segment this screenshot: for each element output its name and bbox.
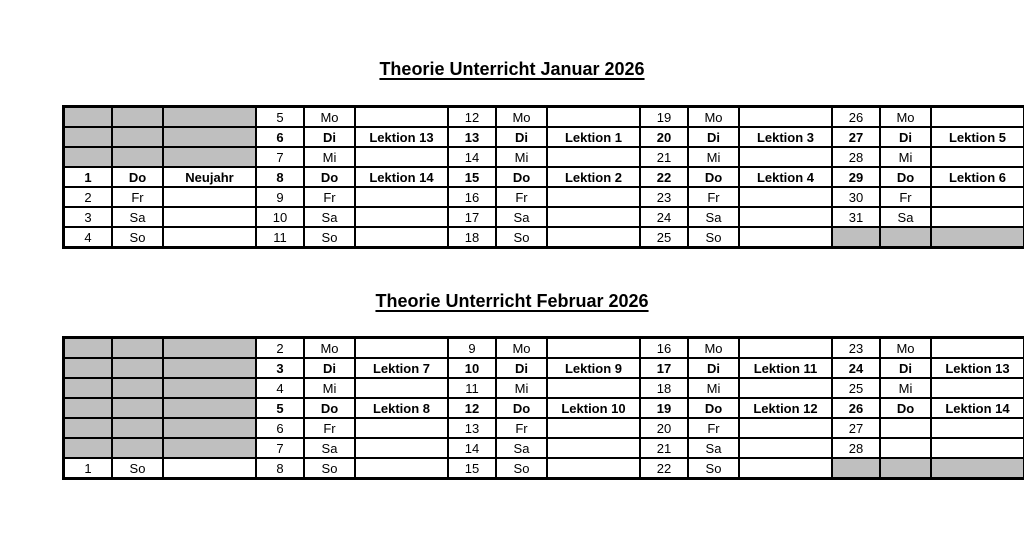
lesson-cell: Lektion 9 — [547, 358, 640, 378]
weekday-cell: Sa — [688, 438, 739, 458]
weekday-cell — [112, 127, 163, 147]
weekday-cell: Di — [496, 127, 547, 147]
date-cell: 9 — [448, 338, 496, 359]
date-cell: 23 — [832, 338, 880, 359]
lesson-cell — [739, 147, 832, 167]
weekday-row-sa — [64, 207, 1024, 227]
date-cell: 6 — [256, 127, 304, 147]
lesson-cell — [163, 398, 256, 418]
weekday-cell: Mo — [304, 107, 355, 128]
lesson-cell — [931, 187, 1024, 207]
lesson-cell: Lektion 12 — [739, 398, 832, 418]
date-cell — [832, 458, 880, 479]
weekday-cell: Mi — [688, 147, 739, 167]
weekday-cell: Mi — [304, 378, 355, 398]
date-cell: 17 — [640, 358, 688, 378]
date-cell: 30 — [832, 187, 880, 207]
lesson-cell — [547, 227, 640, 248]
date-cell: 28 — [832, 438, 880, 458]
weekday-row-do — [64, 398, 1024, 418]
lesson-cell: Lektion 5 — [931, 127, 1024, 147]
lesson-cell — [355, 227, 448, 248]
lesson-cell — [355, 187, 448, 207]
weekday-cell: Di — [880, 127, 931, 147]
lesson-cell — [931, 438, 1024, 458]
weekday-cell: Fr — [112, 187, 163, 207]
date-cell: 1 — [64, 458, 113, 479]
date-cell: 22 — [640, 167, 688, 187]
lesson-cell — [355, 418, 448, 438]
lesson-cell — [547, 107, 640, 128]
date-cell: 4 — [256, 378, 304, 398]
date-cell: 26 — [832, 398, 880, 418]
february-title: Theorie Unterricht Februar 2026 — [375, 291, 649, 311]
date-cell: 31 — [832, 207, 880, 227]
lesson-cell: Lektion 6 — [931, 167, 1024, 187]
date-cell — [64, 338, 113, 359]
weekday-cell — [112, 398, 163, 418]
weekday-cell: Mo — [304, 338, 355, 359]
weekday-cell: Mi — [688, 378, 739, 398]
lesson-cell: Lektion 1 — [547, 127, 640, 147]
lesson-cell — [739, 227, 832, 248]
date-cell: 12 — [448, 107, 496, 128]
weekday-cell: Do — [304, 398, 355, 418]
january-schedule-table — [62, 105, 1024, 249]
weekday-cell: Do — [688, 398, 739, 418]
weekday-cell: Di — [688, 358, 739, 378]
lesson-cell — [739, 418, 832, 438]
lesson-cell: Lektion 14 — [355, 167, 448, 187]
lesson-cell: Lektion 14 — [931, 398, 1024, 418]
weekday-cell: Mo — [688, 107, 739, 128]
date-cell — [64, 107, 113, 128]
weekday-cell: Mi — [496, 378, 547, 398]
date-cell: 18 — [640, 378, 688, 398]
date-cell: 18 — [448, 227, 496, 248]
date-cell: 25 — [640, 227, 688, 248]
weekday-row-fr — [64, 418, 1024, 438]
date-cell: 15 — [448, 167, 496, 187]
lesson-cell — [547, 378, 640, 398]
weekday-cell: Mi — [304, 147, 355, 167]
date-cell — [64, 127, 113, 147]
date-cell: 10 — [448, 358, 496, 378]
date-cell: 15 — [448, 458, 496, 479]
lesson-cell: Lektion 3 — [739, 127, 832, 147]
date-cell: 1 — [64, 167, 113, 187]
weekday-cell: Sa — [880, 207, 931, 227]
weekday-cell: Mi — [880, 147, 931, 167]
lesson-cell — [739, 338, 832, 359]
lesson-cell — [163, 187, 256, 207]
lesson-cell — [163, 227, 256, 248]
date-cell — [832, 227, 880, 248]
date-cell: 13 — [448, 127, 496, 147]
weekday-cell: Di — [304, 127, 355, 147]
weekday-cell — [880, 438, 931, 458]
weekday-cell: Fr — [304, 418, 355, 438]
weekday-cell: Do — [688, 167, 739, 187]
weekday-cell: Do — [304, 167, 355, 187]
date-cell: 19 — [640, 398, 688, 418]
date-cell: 24 — [640, 207, 688, 227]
date-cell: 26 — [832, 107, 880, 128]
weekday-row-do — [64, 167, 1024, 187]
lesson-cell: Neujahr — [163, 167, 256, 187]
lesson-cell — [547, 187, 640, 207]
weekday-cell: Do — [112, 167, 163, 187]
weekday-cell: Fr — [688, 187, 739, 207]
lesson-cell — [931, 107, 1024, 128]
january-title: Theorie Unterricht Januar 2026 — [379, 59, 645, 79]
date-cell: 19 — [640, 107, 688, 128]
date-cell: 20 — [640, 418, 688, 438]
date-cell: 28 — [832, 147, 880, 167]
date-cell: 13 — [448, 418, 496, 438]
date-cell: 4 — [64, 227, 113, 248]
lesson-cell: Lektion 10 — [547, 398, 640, 418]
weekday-cell: Mi — [496, 147, 547, 167]
lesson-cell — [163, 107, 256, 128]
weekday-cell: So — [688, 227, 739, 248]
weekday-cell — [880, 227, 931, 248]
date-cell: 21 — [640, 438, 688, 458]
date-cell: 29 — [832, 167, 880, 187]
weekday-row-mo — [64, 338, 1024, 359]
date-cell — [64, 418, 113, 438]
weekday-cell: So — [112, 458, 163, 479]
weekday-cell: Mo — [688, 338, 739, 359]
lesson-cell — [547, 438, 640, 458]
date-cell — [64, 147, 113, 167]
date-cell: 8 — [256, 458, 304, 479]
weekday-cell: Fr — [496, 187, 547, 207]
weekday-cell: Do — [496, 398, 547, 418]
date-cell — [64, 438, 113, 458]
weekday-cell: Di — [880, 358, 931, 378]
weekday-cell: Mo — [496, 338, 547, 359]
lesson-cell — [163, 338, 256, 359]
lesson-cell — [739, 438, 832, 458]
weekday-cell: Fr — [496, 418, 547, 438]
lesson-cell: Lektion 7 — [355, 358, 448, 378]
lesson-cell — [931, 378, 1024, 398]
weekday-row-so — [64, 227, 1024, 248]
lesson-cell — [163, 207, 256, 227]
weekday-cell — [112, 358, 163, 378]
lesson-cell — [355, 378, 448, 398]
weekday-cell: Sa — [496, 438, 547, 458]
weekday-cell — [112, 438, 163, 458]
date-cell: 3 — [256, 358, 304, 378]
lesson-cell — [547, 207, 640, 227]
weekday-cell — [112, 338, 163, 359]
date-cell: 5 — [256, 107, 304, 128]
lesson-cell — [163, 358, 256, 378]
weekday-cell: Mi — [880, 378, 931, 398]
lesson-cell — [163, 458, 256, 479]
date-cell: 7 — [256, 438, 304, 458]
weekday-row-so — [64, 458, 1024, 479]
date-cell: 21 — [640, 147, 688, 167]
weekday-cell: Fr — [688, 418, 739, 438]
weekday-cell: Do — [880, 167, 931, 187]
date-cell — [64, 358, 113, 378]
lesson-cell: Lektion 4 — [739, 167, 832, 187]
date-cell: 17 — [448, 207, 496, 227]
lesson-cell: Lektion 13 — [931, 358, 1024, 378]
lesson-cell — [355, 147, 448, 167]
lesson-cell — [931, 338, 1024, 359]
lesson-cell — [163, 147, 256, 167]
lesson-cell — [739, 107, 832, 128]
weekday-cell: Sa — [688, 207, 739, 227]
date-cell: 25 — [832, 378, 880, 398]
date-cell: 2 — [256, 338, 304, 359]
weekday-cell: Di — [496, 358, 547, 378]
date-cell: 8 — [256, 167, 304, 187]
date-cell: 23 — [640, 187, 688, 207]
lesson-cell — [163, 418, 256, 438]
date-cell: 16 — [640, 338, 688, 359]
date-cell: 22 — [640, 458, 688, 479]
lesson-cell — [931, 418, 1024, 438]
weekday-cell: So — [688, 458, 739, 479]
lesson-cell: Lektion 2 — [547, 167, 640, 187]
weekday-cell: Mo — [496, 107, 547, 128]
lesson-cell — [163, 438, 256, 458]
weekday-cell — [112, 107, 163, 128]
lesson-cell — [547, 458, 640, 479]
date-cell: 20 — [640, 127, 688, 147]
weekday-cell: Sa — [304, 207, 355, 227]
weekday-cell: Fr — [880, 187, 931, 207]
weekday-cell: So — [304, 227, 355, 248]
date-cell: 10 — [256, 207, 304, 227]
lesson-cell — [739, 187, 832, 207]
weekday-cell: So — [496, 227, 547, 248]
weekday-row-fr — [64, 187, 1024, 207]
date-cell: 3 — [64, 207, 113, 227]
weekday-cell — [112, 147, 163, 167]
weekday-row-di — [64, 358, 1024, 378]
lesson-cell — [547, 418, 640, 438]
date-cell: 14 — [448, 438, 496, 458]
weekday-row-di — [64, 127, 1024, 147]
lesson-cell: Lektion 13 — [355, 127, 448, 147]
lesson-cell — [547, 147, 640, 167]
lesson-cell — [163, 127, 256, 147]
date-cell: 11 — [256, 227, 304, 248]
weekday-cell: Di — [688, 127, 739, 147]
weekday-row-sa — [64, 438, 1024, 458]
weekday-cell: So — [304, 458, 355, 479]
weekday-cell: Fr — [304, 187, 355, 207]
lesson-cell — [931, 147, 1024, 167]
lesson-cell — [355, 107, 448, 128]
weekday-cell: Mo — [880, 107, 931, 128]
lesson-cell — [739, 458, 832, 479]
lesson-cell — [931, 458, 1024, 479]
date-cell: 7 — [256, 147, 304, 167]
lesson-cell: Lektion 11 — [739, 358, 832, 378]
weekday-cell: Di — [304, 358, 355, 378]
weekday-cell: So — [112, 227, 163, 248]
weekday-row-mi — [64, 147, 1024, 167]
lesson-cell: Lektion 8 — [355, 398, 448, 418]
weekday-cell: Sa — [112, 207, 163, 227]
date-cell — [64, 398, 113, 418]
weekday-cell — [880, 458, 931, 479]
lesson-cell — [739, 207, 832, 227]
lesson-cell — [931, 207, 1024, 227]
lesson-cell — [355, 458, 448, 479]
lesson-cell — [355, 338, 448, 359]
date-cell: 6 — [256, 418, 304, 438]
date-cell: 27 — [832, 127, 880, 147]
lesson-cell — [931, 227, 1024, 248]
lesson-cell — [547, 338, 640, 359]
date-cell: 2 — [64, 187, 113, 207]
lesson-cell — [355, 438, 448, 458]
date-cell: 5 — [256, 398, 304, 418]
weekday-row-mi — [64, 378, 1024, 398]
weekday-cell: Do — [496, 167, 547, 187]
date-cell: 24 — [832, 358, 880, 378]
weekday-cell: So — [496, 458, 547, 479]
lesson-cell — [163, 378, 256, 398]
date-cell: 27 — [832, 418, 880, 438]
weekday-cell — [112, 378, 163, 398]
weekday-cell: Mo — [880, 338, 931, 359]
date-cell: 12 — [448, 398, 496, 418]
weekday-cell: Sa — [496, 207, 547, 227]
weekday-cell — [112, 418, 163, 438]
date-cell: 16 — [448, 187, 496, 207]
date-cell: 9 — [256, 187, 304, 207]
weekday-cell: Sa — [304, 438, 355, 458]
lesson-cell — [739, 378, 832, 398]
lesson-cell — [355, 207, 448, 227]
weekday-cell: Do — [880, 398, 931, 418]
date-cell: 14 — [448, 147, 496, 167]
date-cell — [64, 378, 113, 398]
weekday-row-mo — [64, 107, 1024, 128]
weekday-cell — [880, 418, 931, 438]
february-schedule-table — [62, 336, 1024, 480]
date-cell: 11 — [448, 378, 496, 398]
